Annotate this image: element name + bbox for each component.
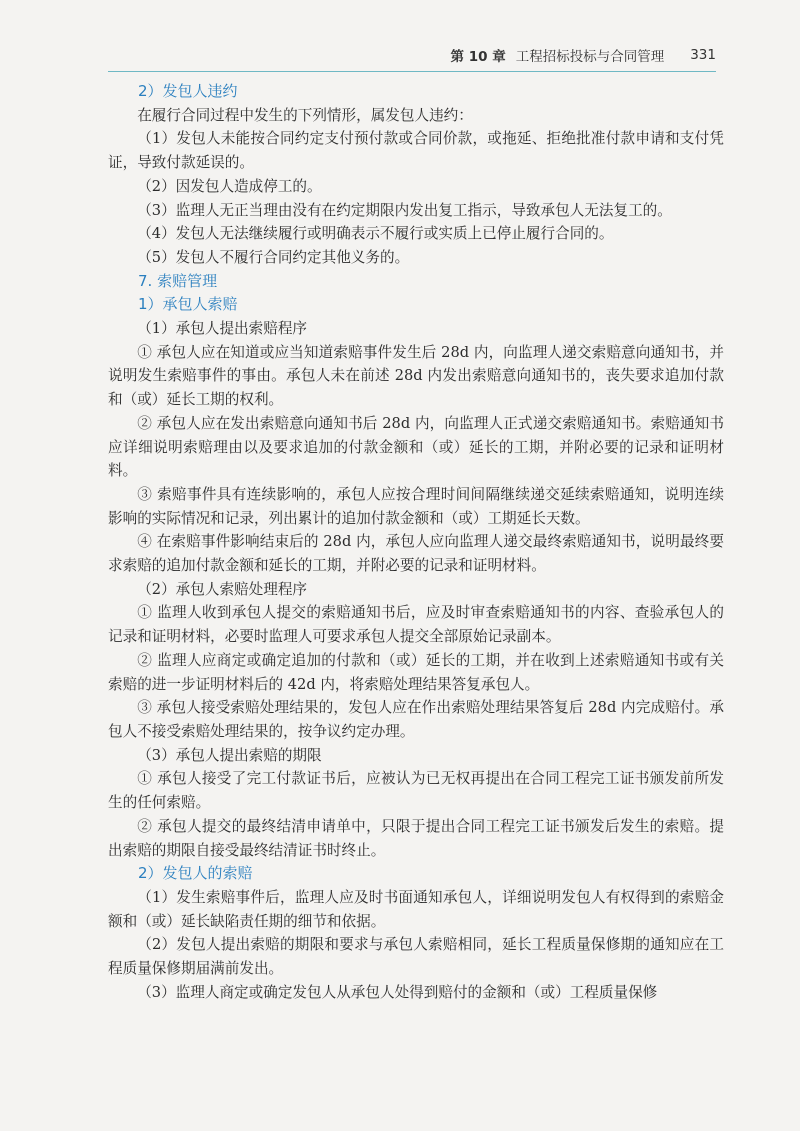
body-paragraph: （3）承包人提出索赔的期限 (137, 746, 322, 764)
body-paragraph: （2）发包人提出索赔的期限和要求与承包人索赔相同，延长工程质量保修期的通知应在工程质量保修期届满前发出。 (108, 936, 724, 978)
section-heading: 1）承包人索赔 (138, 295, 238, 314)
running-header (108, 40, 716, 70)
body-paragraph: （1）承包人提出索赔程序 (137, 320, 308, 338)
body-paragraph: ① 承包人接受了完工付款证书后，应被认为已无权再提出在合同工程完工证书颁发前所发生的任何索赔。 (108, 770, 724, 812)
page-body (108, 80, 724, 1004)
body-paragraph: ④ 在索赔事件影响结束后的 28d 内，承包人应向监理人递交最终索赔通知书，说明最终要求索赔的追加付款金额和延长的工期，并附必要的记录和证明材料。 (108, 533, 724, 575)
body-paragraph: （1）发包人未能按合同约定支付预付款或合同价款，或拖延、拒绝批准付款申请和支付凭证，导致付款延误的。 (108, 130, 724, 172)
section-heading: 7. 索赔管理 (138, 271, 218, 290)
section-heading: 2）发包人的索赔 (138, 864, 253, 883)
body-paragraph: （3）监理人无正当理由没有在约定期限内发出复工指示，导致承包人无法复工的。 (137, 201, 672, 219)
body-paragraph: （4）发包人无法继续履行或明确表示不履行或实质上已停止履行合同的。 (137, 225, 614, 243)
header-rule (108, 71, 716, 72)
section-heading: 2）发包人违约 (138, 82, 238, 100)
page-number: 331 (690, 47, 716, 63)
body-paragraph: （3）监理人商定或确定发包人从承包人处得到赔付的金额和（或）工程质量保修 (137, 983, 658, 1001)
body-paragraph: ② 承包人应在发出索赔意向通知书后 28d 内，向监理人正式递交索赔通知书。索赔通知书应详细说明索赔理由以及要求追加的付款金额和（或）延长的工期，并附必要的记录和证明材料。 (108, 414, 724, 480)
body-paragraph: ③ 索赔事件具有连续影响的，承包人应按合理时间间隔继续递交延续索赔通知，说明连续影响的实际情况和记录，列出累计的追加付款金额和（或）工期延长天数。 (108, 485, 724, 527)
body-paragraph: （2）承包人索赔处理程序 (137, 580, 308, 598)
body-paragraph: ③ 承包人接受索赔处理结果的，发包人应在作出索赔处理结果答复后 28d 内完成赔付。承包人不接受索赔处理结果的，按争议约定办理。 (108, 699, 724, 740)
body-paragraph: 在履行合同过程中发生的下列情形，属发包人违约： (137, 106, 473, 124)
chapter-label: 第 10 章 (450, 49, 506, 65)
body-paragraph: ① 监理人收到承包人提交的索赔通知书后，应及时审查索赔通知书的内容、查验承包人的记录和证明材料，必要时监理人可要求承包人提交全部原始记录副本。 (108, 604, 724, 646)
body-paragraph: ① 承包人应在知道或应当知道索赔事件发生后 28d 内，向监理人递交索赔意向通知书，并说明发生索赔事件的事由。承包人未在前述 28d 内发出索赔意向通知书的，丧失要求追加付款和（或）延长工期的权利。 (108, 343, 724, 409)
body-paragraph: （5）发包人不履行合同约定其他义务的。 (137, 248, 410, 266)
body-paragraph: ② 承包人提交的最终结清申请单中，只限于提出合同工程完工证书颁发后发生的索赔。提出索赔的期限自接受最终结清证书时终止。 (108, 817, 724, 859)
chapter-title: 工程招标投标与合同管理 (515, 49, 665, 65)
body-paragraph: （2）因发包人造成停工的。 (137, 177, 322, 195)
body-paragraph: ② 监理人应商定或确定追加的付款和（或）延长的工期，并在收到上述索赔通知书或有关索赔的进一步证明材料后的 42d 内，将索赔处理结果答复承包人。 (108, 651, 724, 693)
body-paragraph: （1）发生索赔事件后，监理人应及时书面通知承包人，详细说明发包人有权得到的索赔金额和（或）延长缺陷责任期的细节和依据。 (108, 888, 724, 930)
